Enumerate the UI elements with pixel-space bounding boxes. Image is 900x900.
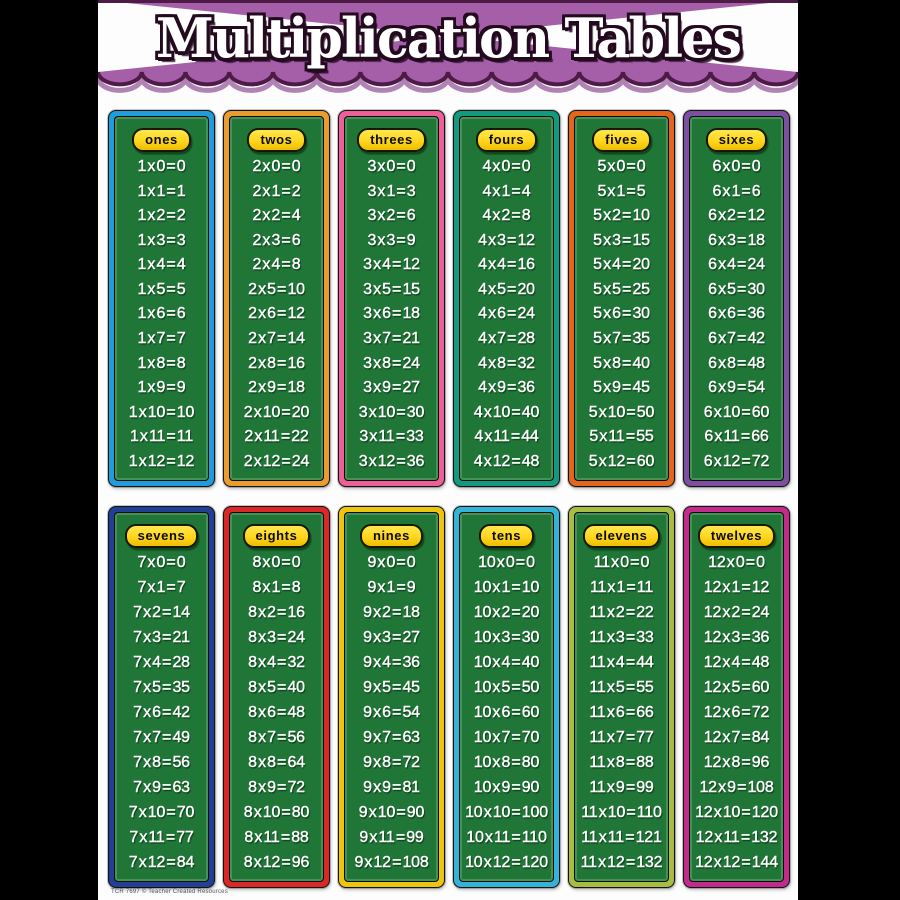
equation-row: 4 x 11 = 44: [474, 428, 539, 446]
equation-row: 6 x 4 = 24: [708, 256, 765, 274]
table-panel-fours: [453, 110, 560, 487]
table-label-sevens: sevens: [125, 524, 199, 548]
equation-row: 5 x 3 = 15: [593, 231, 650, 249]
table-label-nines: nines: [360, 524, 423, 548]
table-panel-nines: [338, 506, 445, 888]
equation-row: 6 x 2 = 12: [708, 207, 765, 225]
equation-row: 1 x 5 = 5: [137, 280, 186, 298]
equation-row: 9 x 5 = 45: [363, 679, 420, 696]
table-panel-tens: [453, 506, 560, 888]
equation-row: 12 x 5 = 60: [703, 679, 770, 696]
table-panel-eights: [223, 506, 330, 888]
equation-row: 3 x 3 = 9: [367, 231, 416, 249]
equation-row: 12 x 10 = 120: [695, 804, 778, 821]
equation-row: 10 x 12 = 120: [465, 854, 548, 871]
equation-row: 12 x 2 = 24: [703, 604, 770, 621]
table-label-sixes: sixes: [706, 128, 768, 152]
equations-list: [690, 548, 783, 881]
equation-row: 1 x 6 = 6: [137, 305, 186, 323]
equation-row: 8 x 3 = 24: [248, 629, 305, 646]
equation-row: 7 x 4 = 28: [133, 654, 190, 671]
tables-grid: [98, 0, 798, 900]
chalkboard: [229, 116, 324, 481]
equation-row: 11 x 9 = 99: [589, 779, 654, 796]
equation-row: 2 x 10 = 20: [243, 403, 310, 421]
equation-row: 9 x 2 = 18: [363, 604, 420, 621]
equation-row: 4 x 5 = 20: [478, 280, 535, 298]
equation-row: 4 x 2 = 8: [482, 207, 531, 225]
equation-row: 6 x 1 = 6: [712, 182, 761, 200]
chalkboard: [459, 512, 554, 882]
equation-row: 11 x 11 = 121: [581, 829, 662, 846]
equation-row: 5 x 6 = 30: [593, 305, 650, 323]
equation-row: 3 x 4 = 12: [363, 256, 420, 274]
table-panel-twos: [223, 110, 330, 487]
equation-row: 12 x 1 = 12: [703, 579, 770, 596]
equation-row: 11 x 8 = 88: [589, 754, 654, 771]
table-label-eights: eights: [243, 524, 311, 548]
equation-row: 3 x 9 = 27: [363, 379, 420, 397]
equation-row: 7 x 9 = 63: [133, 779, 190, 796]
equation-row: 5 x 9 = 45: [593, 379, 650, 397]
equation-row: 7 x 6 = 42: [133, 704, 190, 721]
chalkboard: [689, 116, 784, 481]
equation-row: 7 x 3 = 21: [133, 629, 190, 646]
equation-row: 2 x 7 = 14: [248, 330, 305, 348]
equation-row: 10 x 10 = 100: [465, 804, 548, 821]
equation-row: 5 x 10 = 50: [588, 403, 655, 421]
equation-row: 10 x 7 = 70: [473, 729, 540, 746]
equation-row: 2 x 8 = 16: [248, 354, 305, 372]
equation-row: 6 x 0 = 0: [712, 158, 761, 175]
equation-row: 2 x 0 = 0: [252, 158, 301, 175]
equation-row: 10 x 1 = 10: [473, 579, 540, 596]
table-label-twelves: twelves: [698, 524, 775, 548]
equation-row: 4 x 1 = 4: [482, 182, 531, 200]
copyright-text: TCR 7697 © Teacher Created Resources: [111, 889, 228, 895]
equation-row: 3 x 0 = 0: [367, 158, 416, 175]
table-label-ones: ones: [132, 128, 191, 152]
chalkboard: [459, 116, 554, 481]
poster: [98, 0, 798, 900]
table-label-fours: fours: [476, 128, 538, 152]
equation-row: 8 x 6 = 48: [248, 704, 305, 721]
equations-list: [345, 152, 438, 480]
equation-row: 5 x 11 = 55: [589, 428, 654, 446]
equation-row: 6 x 11 = 66: [704, 428, 769, 446]
equation-row: 6 x 3 = 18: [708, 231, 765, 249]
chalkboard: [574, 116, 669, 481]
equation-row: 10 x 3 = 30: [473, 629, 540, 646]
equations-list: [460, 548, 553, 881]
table-label-tens: tens: [479, 524, 534, 548]
equation-row: 7 x 8 = 56: [133, 754, 190, 771]
chalkboard: [344, 512, 439, 882]
equations-list: [115, 152, 208, 480]
equation-row: 3 x 6 = 18: [363, 305, 420, 323]
equation-row: 3 x 11 = 33: [359, 428, 424, 446]
equation-row: 11 x 5 = 55: [589, 679, 654, 696]
equation-row: 2 x 6 = 12: [248, 305, 305, 323]
equation-row: 9 x 9 = 81: [363, 779, 420, 796]
equation-row: 12 x 11 = 132: [695, 829, 778, 846]
equation-row: 1 x 11 = 11: [129, 428, 194, 446]
equation-row: 1 x 12 = 12: [128, 452, 195, 470]
table-label-twos: twos: [247, 128, 305, 152]
equation-row: 8 x 1 = 8: [252, 579, 301, 596]
equation-row: 12 x 12 = 144: [695, 854, 778, 871]
equation-row: 5 x 0 = 0: [597, 158, 646, 175]
equation-row: 7 x 10 = 70: [128, 804, 195, 821]
equation-row: 8 x 10 = 80: [243, 804, 310, 821]
equations-list: [115, 548, 208, 881]
chalkboard: [114, 116, 209, 481]
equation-row: 12 x 8 = 96: [703, 754, 770, 771]
equation-row: 9 x 8 = 72: [363, 754, 420, 771]
equation-row: 4 x 4 = 16: [478, 256, 535, 274]
equation-row: 10 x 11 = 110: [466, 829, 547, 846]
equation-row: 6 x 7 = 42: [708, 330, 765, 348]
equation-row: 8 x 0 = 0: [252, 554, 301, 571]
equation-row: 10 x 6 = 60: [473, 704, 540, 721]
equation-row: 5 x 8 = 40: [593, 354, 650, 372]
equations-list: [690, 152, 783, 480]
equation-row: 11 x 7 = 77: [589, 729, 654, 746]
equations-list: [345, 548, 438, 881]
equations-list: [230, 548, 323, 881]
equation-row: 5 x 5 = 25: [593, 280, 650, 298]
equation-row: 4 x 8 = 32: [478, 354, 535, 372]
table-panel-sevens: [108, 506, 215, 888]
equation-row: 9 x 3 = 27: [363, 629, 420, 646]
equation-row: 7 x 7 = 49: [133, 729, 190, 746]
equations-list: [575, 152, 668, 480]
equation-row: 12 x 4 = 48: [703, 654, 770, 671]
equation-row: 3 x 1 = 3: [367, 182, 416, 200]
equation-row: 9 x 12 = 108: [354, 854, 429, 871]
equation-row: 3 x 8 = 24: [363, 354, 420, 372]
equation-row: 1 x 1 = 1: [137, 182, 186, 200]
equation-row: 3 x 10 = 30: [358, 403, 425, 421]
equation-row: 10 x 5 = 50: [473, 679, 540, 696]
equation-row: 5 x 2 = 10: [593, 207, 650, 225]
equation-row: 4 x 7 = 28: [478, 330, 535, 348]
equation-row: 11 x 3 = 33: [589, 629, 654, 646]
equation-row: 11 x 12 = 132: [580, 854, 663, 871]
equation-row: 7 x 5 = 35: [133, 679, 190, 696]
equation-row: 11 x 2 = 22: [589, 604, 654, 621]
equation-row: 2 x 2 = 4: [252, 207, 301, 225]
equation-row: 2 x 5 = 10: [248, 280, 305, 298]
equation-row: 3 x 7 = 21: [363, 330, 420, 348]
equation-row: 6 x 5 = 30: [708, 280, 765, 298]
equation-row: 5 x 7 = 35: [593, 330, 650, 348]
equation-row: 9 x 10 = 90: [358, 804, 425, 821]
equation-row: 2 x 3 = 6: [252, 231, 301, 249]
equations-list: [460, 152, 553, 480]
table-panel-twelves: [683, 506, 790, 888]
equation-row: 6 x 10 = 60: [703, 403, 770, 421]
equation-row: 2 x 1 = 2: [252, 182, 301, 200]
equations-list: [230, 152, 323, 480]
equation-row: 3 x 12 = 36: [358, 452, 425, 470]
table-panel-threes: [338, 110, 445, 487]
equation-row: 1 x 7 = 7: [137, 330, 186, 348]
equation-row: 6 x 12 = 72: [703, 452, 770, 470]
chalkboard: [229, 512, 324, 882]
chalkboard: [114, 512, 209, 882]
chalkboard: [344, 116, 439, 481]
table-label-threes: threes: [357, 128, 426, 152]
equation-row: 1 x 0 = 0: [137, 158, 186, 175]
equation-row: 4 x 6 = 24: [478, 305, 535, 323]
table-panel-fives: [568, 110, 675, 487]
equation-row: 10 x 2 = 20: [473, 604, 540, 621]
equation-row: 4 x 10 = 40: [473, 403, 540, 421]
equation-row: 4 x 12 = 48: [473, 452, 540, 470]
equation-row: 11 x 10 = 110: [581, 804, 662, 821]
table-panel-ones: [108, 110, 215, 487]
equation-row: 11 x 0 = 0: [593, 554, 650, 571]
equation-row: 10 x 0 = 0: [478, 554, 535, 571]
equation-row: 8 x 2 = 16: [248, 604, 305, 621]
equation-row: 8 x 5 = 40: [248, 679, 305, 696]
table-panel-sixes: [683, 110, 790, 487]
equation-row: 4 x 0 = 0: [482, 158, 531, 175]
equation-row: 1 x 3 = 3: [137, 231, 186, 249]
equation-row: 11 x 1 = 11: [589, 579, 654, 596]
equation-row: 12 x 7 = 84: [703, 729, 770, 746]
equation-row: 6 x 6 = 36: [708, 305, 765, 323]
equation-row: 7 x 0 = 0: [137, 554, 186, 571]
equation-row: 4 x 3 = 12: [478, 231, 535, 249]
equation-row: 3 x 2 = 6: [367, 207, 416, 225]
equation-row: 10 x 8 = 80: [473, 754, 540, 771]
equation-row: 4 x 9 = 36: [478, 379, 535, 397]
equation-row: 9 x 6 = 54: [363, 704, 420, 721]
table-panel-elevens: [568, 506, 675, 888]
equation-row: 2 x 12 = 24: [243, 452, 310, 470]
equation-row: 8 x 4 = 32: [248, 654, 305, 671]
equation-row: 5 x 1 = 5: [597, 182, 646, 200]
equation-row: 1 x 2 = 2: [137, 207, 186, 225]
equation-row: 12 x 3 = 36: [703, 629, 770, 646]
equation-row: 5 x 4 = 20: [593, 256, 650, 274]
chalkboard: [689, 512, 784, 882]
equation-row: 8 x 11 = 88: [244, 829, 309, 846]
equation-row: 5 x 12 = 60: [588, 452, 655, 470]
equation-row: 7 x 2 = 14: [133, 604, 190, 621]
equation-row: 9 x 7 = 63: [363, 729, 420, 746]
equations-list: [575, 548, 668, 881]
equation-row: 8 x 12 = 96: [243, 854, 310, 871]
equation-row: 10 x 9 = 90: [473, 779, 540, 796]
equation-row: 12 x 9 = 108: [699, 779, 774, 796]
equation-row: 11 x 4 = 44: [589, 654, 654, 671]
equation-row: 12 x 0 = 0: [708, 554, 765, 571]
equation-row: 3 x 5 = 15: [363, 280, 420, 298]
equation-row: 7 x 12 = 84: [128, 854, 195, 871]
equation-row: 10 x 4 = 40: [473, 654, 540, 671]
equation-row: 1 x 8 = 8: [137, 354, 186, 372]
equation-row: 2 x 11 = 22: [244, 428, 309, 446]
equation-row: 7 x 11 = 77: [129, 829, 194, 846]
equation-row: 6 x 8 = 48: [708, 354, 765, 372]
equation-row: 6 x 9 = 54: [708, 379, 765, 397]
equation-row: 9 x 1 = 9: [367, 579, 416, 596]
equation-row: 8 x 7 = 56: [248, 729, 305, 746]
page-title: Multiplication Tables: [155, 6, 741, 70]
equation-row: 1 x 9 = 9: [137, 379, 186, 397]
equation-row: 12 x 6 = 72: [703, 704, 770, 721]
table-label-elevens: elevens: [583, 524, 661, 548]
equation-row: 11 x 6 = 66: [589, 704, 654, 721]
equation-row: 1 x 4 = 4: [137, 256, 186, 274]
chalkboard: [574, 512, 669, 882]
equation-row: 2 x 9 = 18: [248, 379, 305, 397]
table-label-fives: fives: [592, 128, 651, 152]
equation-row: 7 x 1 = 7: [137, 579, 186, 596]
equation-row: 8 x 9 = 72: [248, 779, 305, 796]
equation-row: 9 x 4 = 36: [363, 654, 420, 671]
equation-row: 9 x 11 = 99: [359, 829, 424, 846]
equation-row: 8 x 8 = 64: [248, 754, 305, 771]
equation-row: 2 x 4 = 8: [252, 256, 301, 274]
equation-row: 1 x 10 = 10: [128, 403, 195, 421]
equation-row: 9 x 0 = 0: [367, 554, 416, 571]
